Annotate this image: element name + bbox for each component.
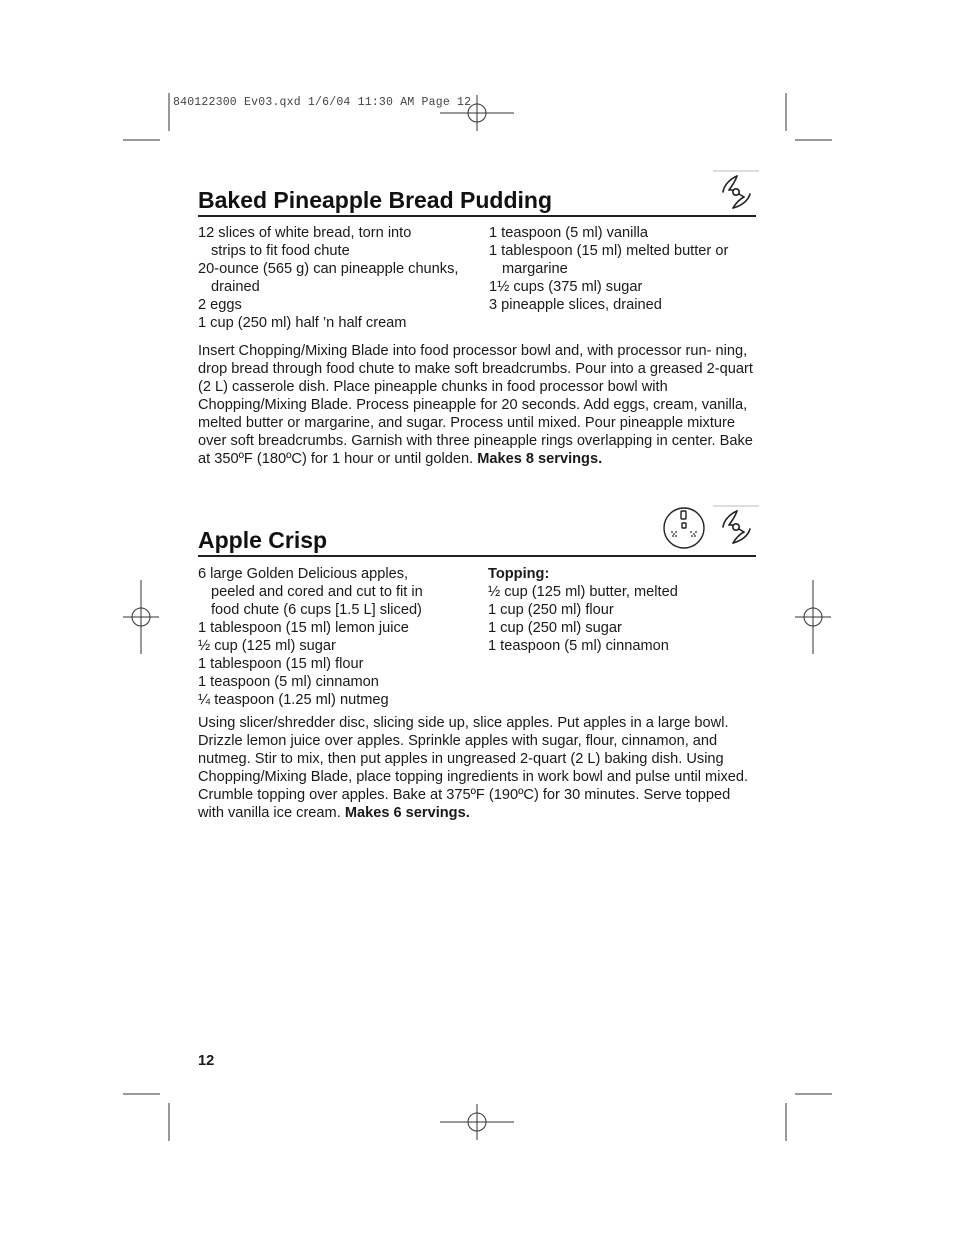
ingredients-left-column <box>198 565 423 709</box>
ingredient-item-cont: strips to fit food chute <box>211 243 350 259</box>
ingredient-item-cont: peeled and cored and cut to fit in <box>211 584 423 600</box>
ingredient-item: 1 tablespoon (15 ml) melted butter or <box>489 243 729 259</box>
title-rule <box>198 555 756 557</box>
ingredient-item: 1 teaspoon (5 ml) vanilla <box>489 225 648 241</box>
ingredients-right-column <box>489 224 728 314</box>
topping-column <box>488 565 678 655</box>
ingredient-item-cont: food chute (6 cups [1.5 L] sliced) <box>211 602 422 618</box>
recipe-title-apple-crisp: Apple Crisp <box>198 527 328 553</box>
ingredient-item: 1 cup (250 ml) sugar <box>488 620 622 636</box>
title-rule <box>198 215 756 217</box>
ingredient-item: 2 eggs <box>198 297 242 313</box>
ingredient-item: ¼ teaspoon (1.25 ml) nutmeg <box>198 692 389 708</box>
ingredient-item: 12 slices of white bread, torn into <box>198 225 412 241</box>
ingredient-item-cont: margarine <box>502 261 568 277</box>
chopping-blade-icon <box>713 505 759 549</box>
print-slug: 840122300 Ev03.qxd 1/6/04 11:30 AM Page 12 <box>173 96 472 109</box>
ingredient-item: 20-ounce (565 g) can pineapple chunks, <box>198 261 459 277</box>
ingredient-item: 1½ cups (375 ml) sugar <box>489 279 643 295</box>
ingredient-item: 1 teaspoon (5 ml) cinnamon <box>198 674 379 690</box>
ingredient-item: 1 tablespoon (15 ml) lemon juice <box>198 620 409 636</box>
slicer-disc-icon <box>662 505 708 549</box>
ingredient-item: ½ cup (125 ml) butter, melted <box>488 584 678 600</box>
ingredient-item-cont: drained <box>211 279 260 295</box>
chopping-blade-icon <box>713 170 759 214</box>
topping-heading: Topping: <box>488 566 550 582</box>
directions-paragraph: Using slicer/shredder disc, slicing side up, slice apples. Put apples in a large bowl. Drizzle lemon juice over apples. Sprinkle apples with sugar, flour, cinnamon, and nutmeg. Stir to mix, then put apples in ungreased 2-quart (2 L) baking dish. Using Chopping/Mixing Blade, place topping ingredients in work bowl and pulse until mixed. Crumble topping over apples. Bake at 375ºF (190ºC) for 30 minutes. Serve topped with vanilla ice cream. Makes 6 servings. <box>198 715 749 821</box>
ingredient-item: ½ cup (125 ml) sugar <box>198 638 336 654</box>
ingredient-item: 3 pineapple slices, drained <box>489 297 662 313</box>
directions-paragraph: Insert Chopping/Mixing Blade into food processor bowl and, with processor run- ning, drop bread through food chute to make soft breadcrumbs. Pour into a greased 2-quart (2 L) casserole dish. Place pineapple chunks in food processor bowl with Chopping/Mixing Blade. Process pineapple for 20 seconds. Add eggs, cream, vanilla, melted butter or margarine, and sugar. Process until mixed. Pour pineapple mixture over soft breadcrumbs. Garnish with three pineapple rings overlapping in center. Bake at 350ºF (180ºC) for 1 hour or until golden. Makes 8 servings. <box>198 343 753 467</box>
page-number: 12 <box>198 1053 215 1069</box>
ingredient-item: 6 large Golden Delicious apples, <box>198 566 409 582</box>
ingredients-left-column <box>198 224 458 332</box>
yield-text: Makes 8 servings. <box>477 451 603 467</box>
ingredient-item: 1 tablespoon (15 ml) flour <box>198 656 364 672</box>
recipe-title-bread-pudding: Baked Pineapple Bread Pudding <box>198 187 553 213</box>
ingredient-item: 1 cup (250 ml) flour <box>488 602 614 618</box>
ingredient-item: 1 cup (250 ml) half ’n half cream <box>198 315 407 331</box>
ingredient-item: 1 teaspoon (5 ml) cinnamon <box>488 638 669 654</box>
yield-text: Makes 6 servings. <box>344 805 470 821</box>
